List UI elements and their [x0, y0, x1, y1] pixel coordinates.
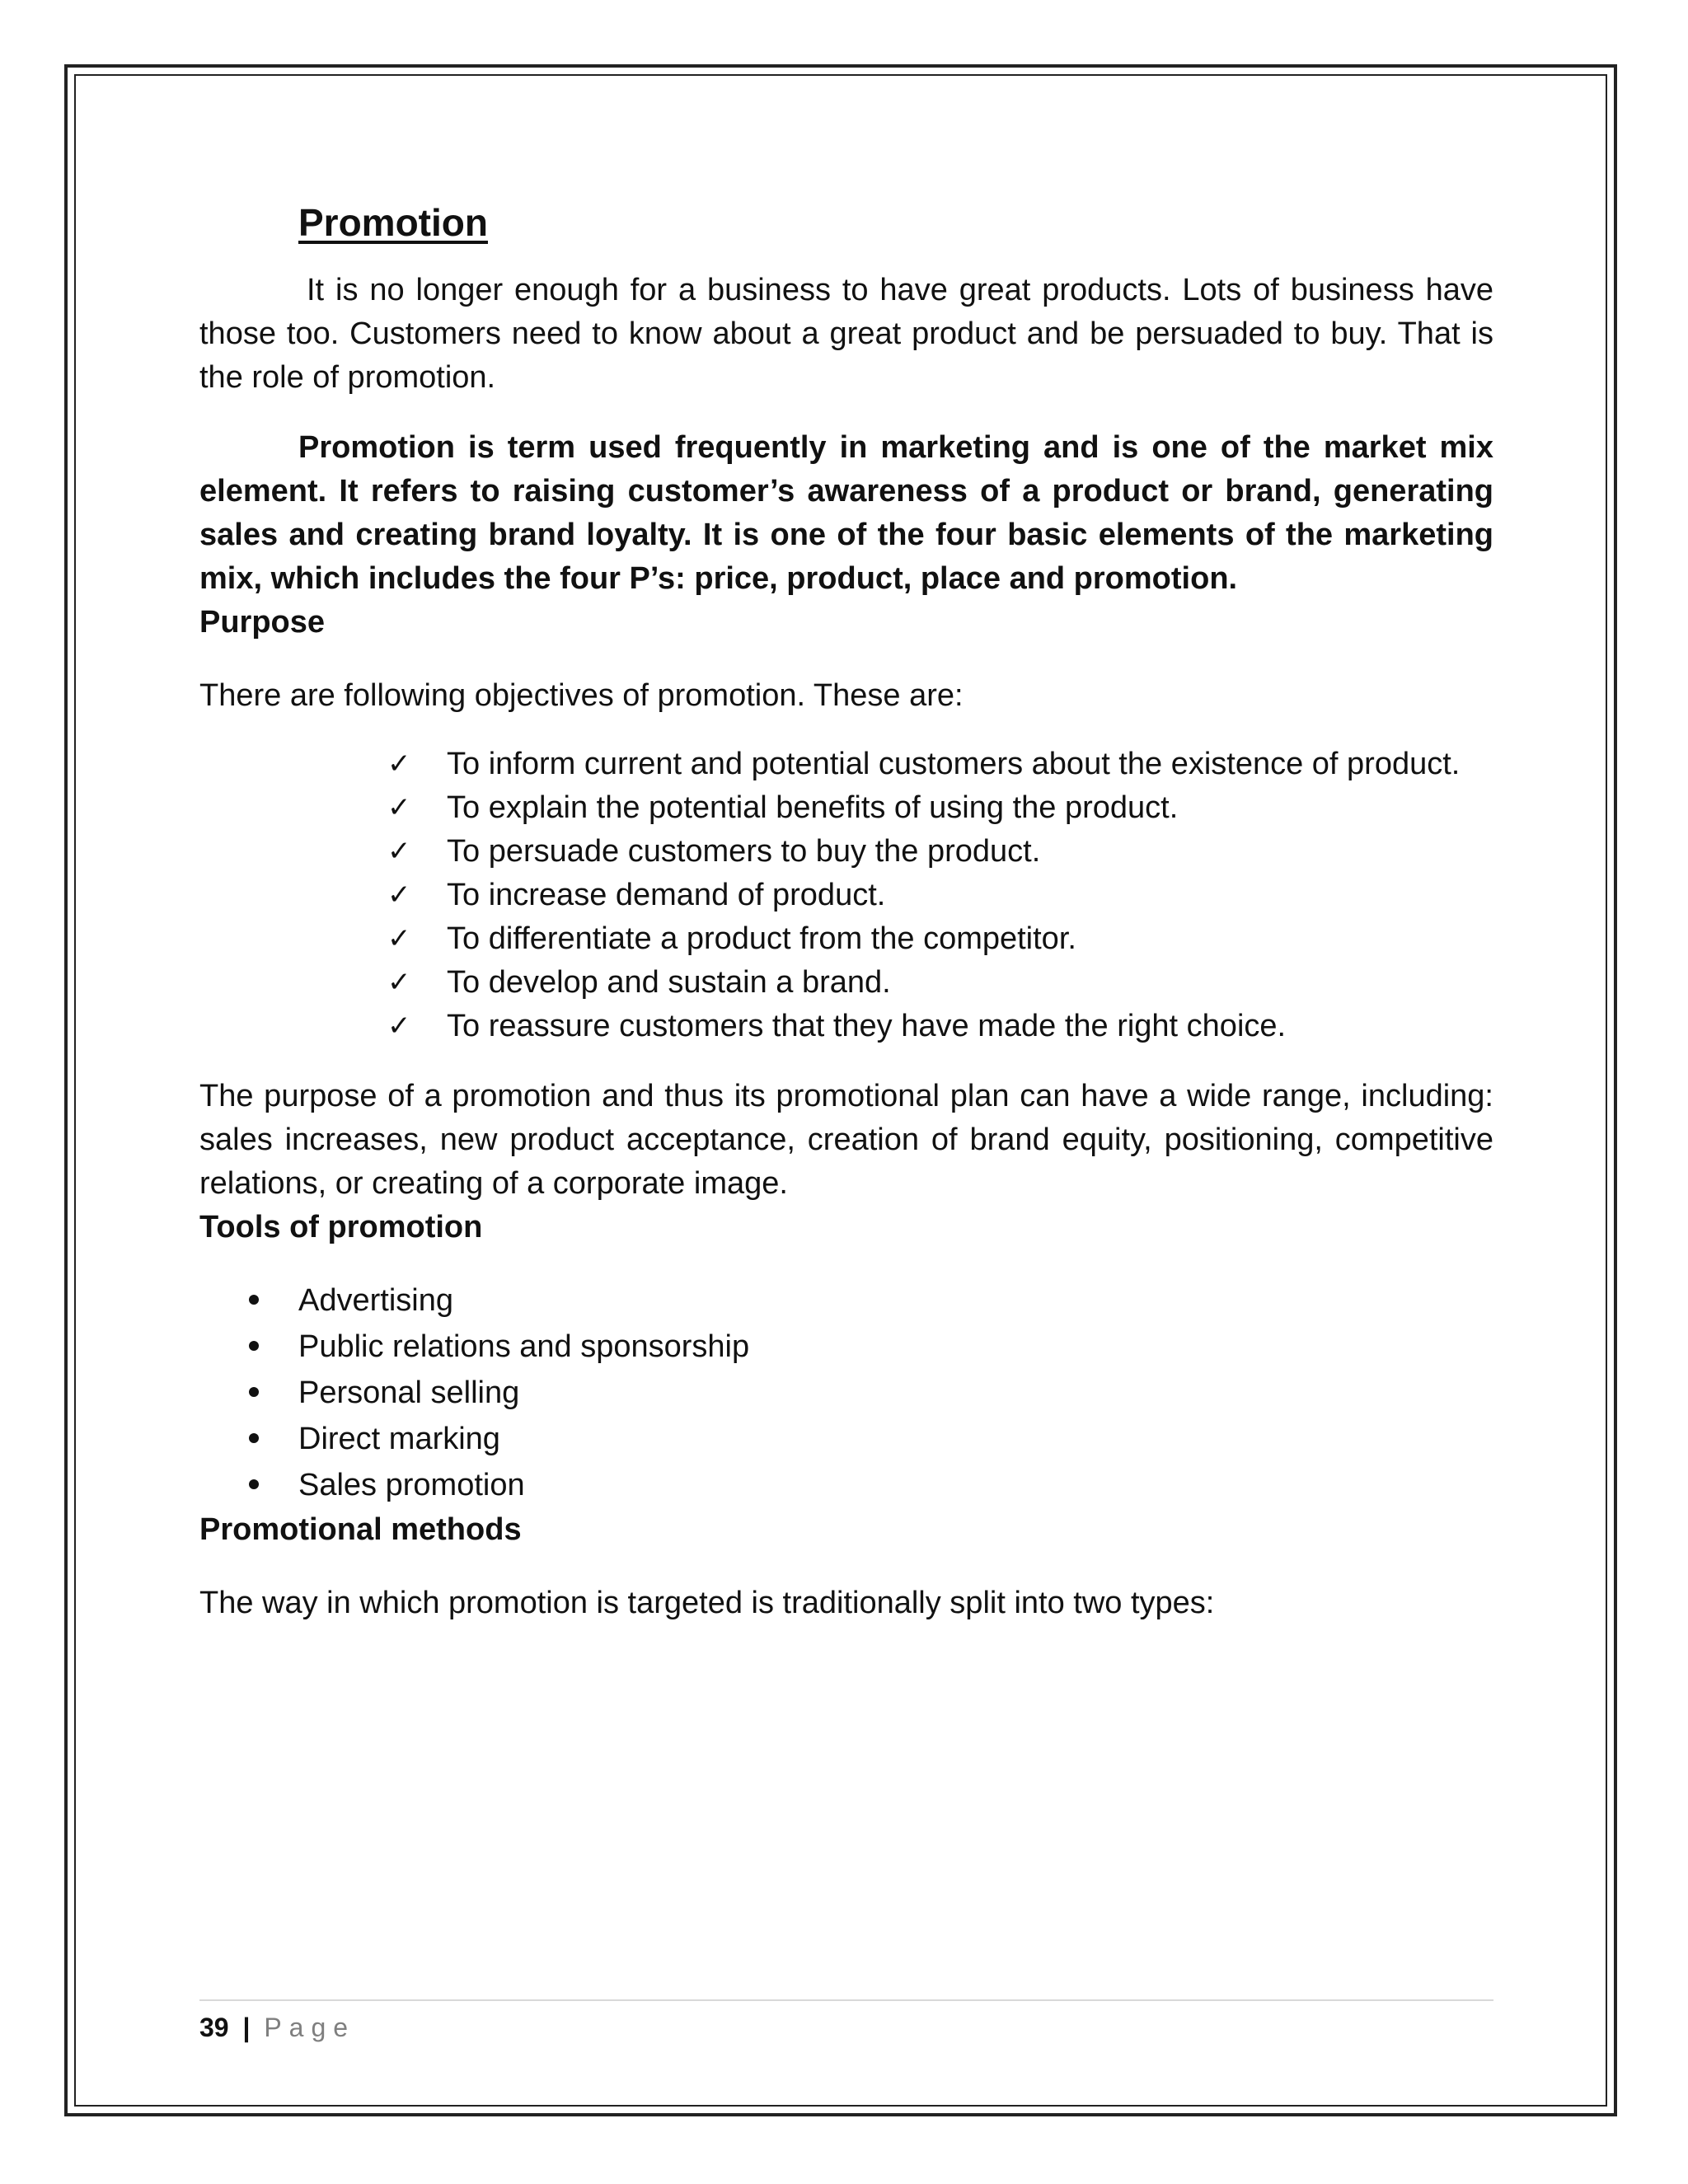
page-title: Promotion [298, 201, 488, 244]
objective-text: To explain the potential benefits of using the product. [447, 790, 1179, 825]
list-item [298, 1370, 1493, 1416]
page-footer [199, 2008, 355, 2047]
list-item [387, 830, 1493, 874]
tool-text: Public relations and sponsorship [298, 1329, 750, 1364]
page-content [199, 190, 1493, 1625]
purpose-lead: There are following objectives of promotion. These are: [199, 678, 964, 713]
purpose-heading: Purpose [199, 605, 326, 640]
checkmark-icon: ✓ [387, 879, 411, 912]
list-item [387, 961, 1493, 1005]
checkmark-icon: ✓ [387, 748, 411, 780]
purpose-summary: The purpose of a promotion and thus its promotional plan can have a wide range, including: sales increases, new product acceptance, creation of brand equity, positioning, competitive relations, or creating of a corporate image. [199, 1079, 1493, 1201]
tool-text: Advertising [298, 1283, 453, 1318]
objective-text: To persuade customers to buy the product. [447, 834, 1041, 869]
list-item [387, 1005, 1493, 1048]
bullet-icon [249, 1387, 259, 1397]
bullet-icon [249, 1433, 259, 1443]
objective-text: To reassure customers that they have made the right choice. [447, 1009, 1287, 1043]
methods-lead: The way in which promotion is targeted is traditionally split into two types: [199, 1586, 1215, 1620]
list-item [387, 743, 1493, 786]
objective-text: To develop and sustain a brand. [447, 965, 891, 1000]
list-item [387, 874, 1493, 917]
bullet-icon [249, 1341, 259, 1351]
checkmark-icon: ✓ [387, 835, 411, 868]
checkmark-icon: ✓ [387, 791, 411, 824]
tool-text: Personal selling [298, 1376, 520, 1410]
checkmark-icon: ✓ [387, 922, 411, 955]
list-item [298, 1277, 1493, 1324]
checkmark-icon: ✓ [387, 1010, 411, 1043]
objective-text: To increase demand of product. [447, 878, 886, 912]
list-item [387, 786, 1493, 830]
page-label: Page [264, 2013, 356, 2042]
footer-divider [199, 1999, 1493, 2001]
intro-paragraph: It is no longer enough for a business to have great products. Lots of business have those too. Customers need to know about a great product and be persuaded to buy. That is the role of promotion. [199, 273, 1493, 395]
checkmark-icon: ✓ [387, 966, 411, 999]
list-item [298, 1416, 1493, 1462]
footer-separator: | [242, 2013, 251, 2042]
objective-text: To inform current and potential customers about the existence of product. [447, 747, 1461, 781]
page-number: 39 [199, 2013, 229, 2042]
objective-text: To differentiate a product from the competitor. [447, 921, 1076, 956]
list-item [387, 917, 1493, 961]
bullet-icon [249, 1479, 259, 1489]
list-item [298, 1462, 1493, 1508]
tools-heading: Tools of promotion [199, 1210, 483, 1244]
tool-text: Direct marking [298, 1422, 500, 1456]
methods-heading: Promotional methods [199, 1512, 522, 1547]
bullet-icon [249, 1295, 259, 1305]
tools-list [199, 1277, 1493, 1508]
tool-text: Sales promotion [298, 1468, 525, 1502]
definition-paragraph: Promotion is term used frequently in marketing and is one of the market mix element. It refers to raising customer’s awareness of a product or brand, generating sales and creating brand loyalty. It is one of the four basic elements of the marketing mix, which includes the four P’s: price, product, place and promotion. [199, 430, 1493, 596]
objectives-list [199, 743, 1493, 1048]
list-item [298, 1324, 1493, 1370]
